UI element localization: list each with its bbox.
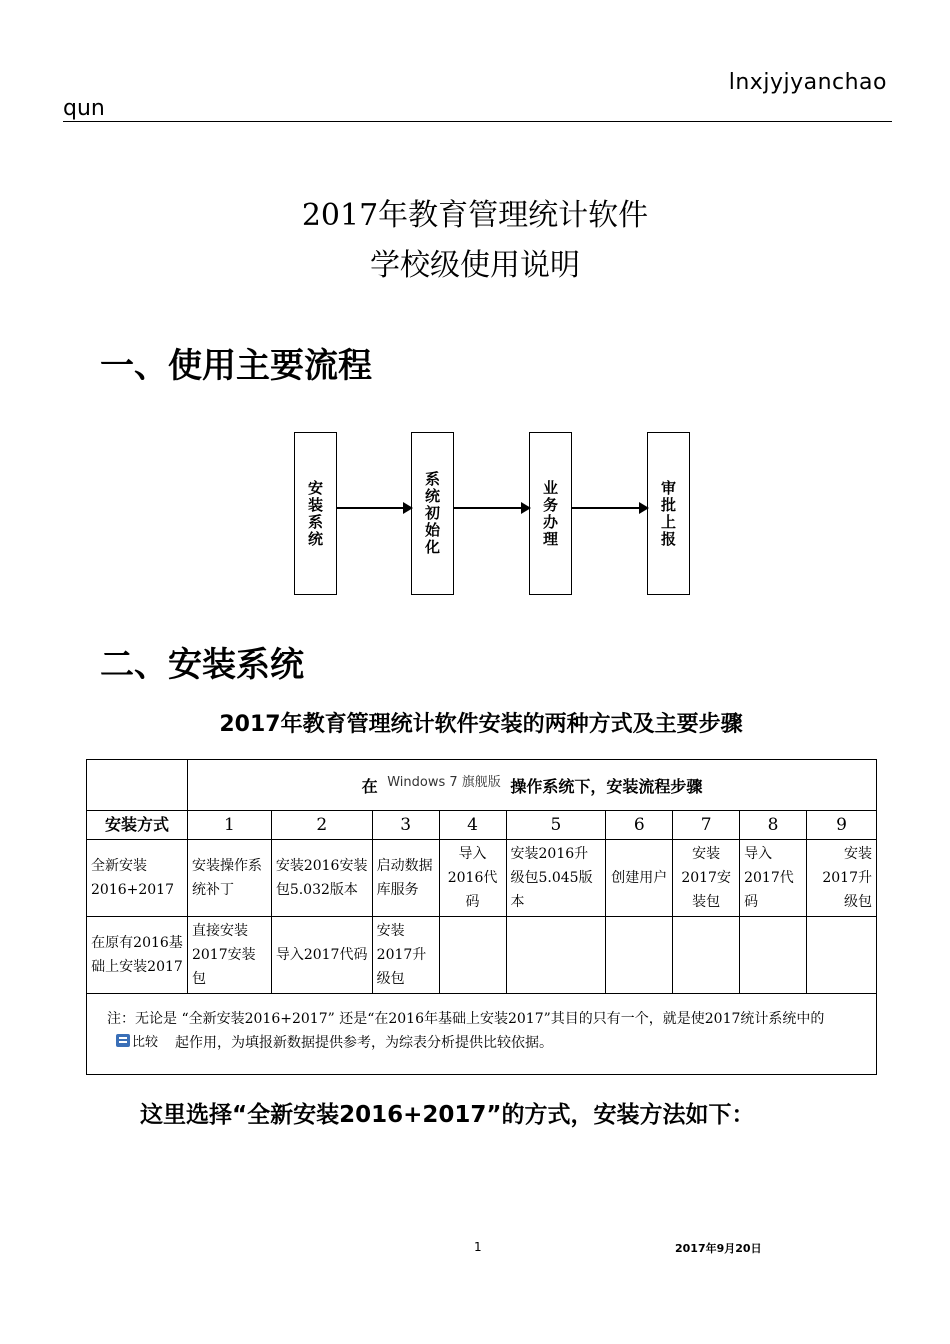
step-cell: 导入2017代码 (271, 917, 372, 994)
step-cell (606, 917, 673, 994)
flow-arrow (337, 507, 411, 509)
compare-icon (115, 1032, 167, 1050)
step-cell: 安装2017升级包 (372, 917, 439, 994)
step-number: 3 (372, 811, 439, 840)
step-cell (673, 917, 740, 994)
table-row (87, 840, 877, 917)
note-text-part1: 注：无论是 “全新安装2016+2017” 还是“在2016年基础上安装2017”其目的只有一个，就是使2017统计系统中的 (107, 1011, 825, 1027)
step-cell: 安装2016升级包5.045版本 (506, 840, 606, 917)
flow-step-business (529, 432, 572, 595)
section-heading-install: 二、安装系统 (100, 645, 304, 685)
flow-step-label: 安装系统 (306, 479, 324, 548)
flow-arrow (454, 507, 529, 509)
windows-badge: Windows 7 旗舰版 (387, 775, 501, 790)
step-number: 5 (506, 811, 606, 840)
compare-icon-graphic (115, 1032, 167, 1050)
table-caption: 2017年教育管理统计软件安装的两种方式及主要步骤 (219, 712, 743, 737)
step-number: 4 (439, 811, 506, 840)
step-number: 9 (807, 811, 877, 840)
step-cell: 安装2016安装包5.032版本 (271, 840, 372, 917)
step-cell: 创建用户 (606, 840, 673, 917)
step-number: 1 (187, 811, 271, 840)
install-method-statement: 这里选择“全新安装2016+2017”的方式，安装方法如下： (140, 1102, 755, 1128)
flow-step-install (294, 432, 337, 595)
flow-step-label: 业务办理 (541, 479, 559, 548)
page-number: 1 (474, 1240, 482, 1254)
table-corner-cell (87, 760, 188, 811)
document-subtitle: 学校级使用说明 (370, 248, 580, 283)
flow-step-approve (647, 432, 690, 595)
method-column-header: 安装方式 (87, 811, 188, 840)
step-cell: 导入2016代码 (439, 840, 506, 917)
header-suffix: 操作系统下，安装流程步骤 (510, 777, 703, 796)
step-cell: 启动数据库服务 (372, 840, 439, 917)
step-cell (439, 917, 506, 994)
install-steps-table (86, 759, 877, 1075)
table-note (87, 994, 877, 1075)
step-number: 6 (606, 811, 673, 840)
header-left-text: qun (63, 96, 105, 121)
step-number: 2 (271, 811, 372, 840)
step-number: 8 (740, 811, 807, 840)
header-right-text: lnxjyjyanchao (728, 70, 887, 95)
step-cell: 安装2017安装包 (673, 840, 740, 917)
table-header (187, 760, 876, 811)
step-cell: 安装操作系统补丁 (187, 840, 271, 917)
compare-icon-label: 比较 (132, 1035, 159, 1050)
document-title: 2017年教育管理统计软件 (301, 198, 649, 233)
flow-step-init (411, 432, 454, 595)
flow-arrow (572, 507, 647, 509)
method-cell: 在原有2016基础上安装2017 (87, 917, 188, 994)
step-cell (807, 917, 877, 994)
note-text-part2: 起作用，为填报新数据提供参考，为综表分析提供比较依据。 (175, 1035, 553, 1051)
flow-step-label: 系统初始化 (423, 471, 441, 556)
section-heading-flow: 一、使用主要流程 (100, 346, 372, 386)
footer-date: 2017年9月20日 (675, 1242, 762, 1255)
step-number: 7 (673, 811, 740, 840)
flow-step-label: 审批上报 (659, 479, 677, 548)
header-rule (63, 121, 892, 122)
step-cell: 导入2017代码 (740, 840, 807, 917)
header-prefix: 在 (361, 777, 378, 796)
step-cell (740, 917, 807, 994)
step-cell: 直接安装2017安装包 (187, 917, 271, 994)
step-cell: 安装2017升级包 (807, 840, 877, 917)
table-row (87, 917, 877, 994)
step-cell (506, 917, 606, 994)
method-cell: 全新安装2016+2017 (87, 840, 188, 917)
